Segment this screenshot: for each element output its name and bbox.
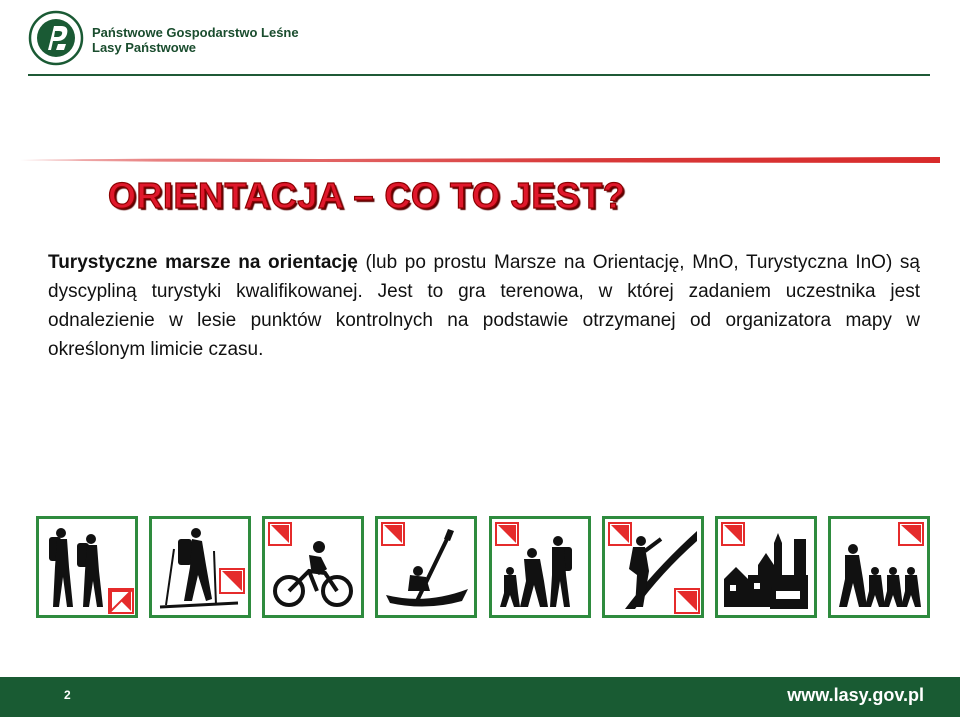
slide-title: ORIENTACJA – CO TO JEST? xyxy=(108,175,626,216)
header-divider xyxy=(28,74,930,76)
cyclist-icon xyxy=(262,516,364,618)
ski-touring-icon xyxy=(149,516,251,618)
lasy-panstwowe-logo xyxy=(28,10,84,66)
paragraph-lead: Turystyczne marsze na orientację xyxy=(48,252,358,273)
footer-bar xyxy=(0,677,960,717)
children-walk-icon xyxy=(828,516,930,618)
slide-paragraph xyxy=(48,248,920,364)
climber-icon xyxy=(602,516,704,618)
red-brush-divider xyxy=(20,155,940,165)
kayaker-icon xyxy=(375,516,477,618)
organization-name xyxy=(92,25,299,55)
paragraph-text: (lub po prostu Marsze na Orientację, MnO, Turystyczna InO) są dyscypliną turystyki kwalifikowanej. Jest to gra terenowa, w której zadaniem uczestnika jest odnalezienie w lesie punktów kontrolnych na podstawie otrzymanej od organizatora mapy w określonym limicie czasu. xyxy=(48,252,920,360)
org-line-2: Lasy Państwowe xyxy=(92,40,197,55)
hikers-icon xyxy=(36,516,138,618)
org-line-1: Państwowe Gospodarstwo Leśne xyxy=(92,25,299,40)
town-car-icon xyxy=(715,516,817,618)
website-link[interactable]: www.lasy.gov.pl xyxy=(787,685,924,705)
page-number: 2 xyxy=(64,688,71,702)
activity-icons-row xyxy=(36,516,930,622)
family-walk-icon xyxy=(489,516,591,618)
